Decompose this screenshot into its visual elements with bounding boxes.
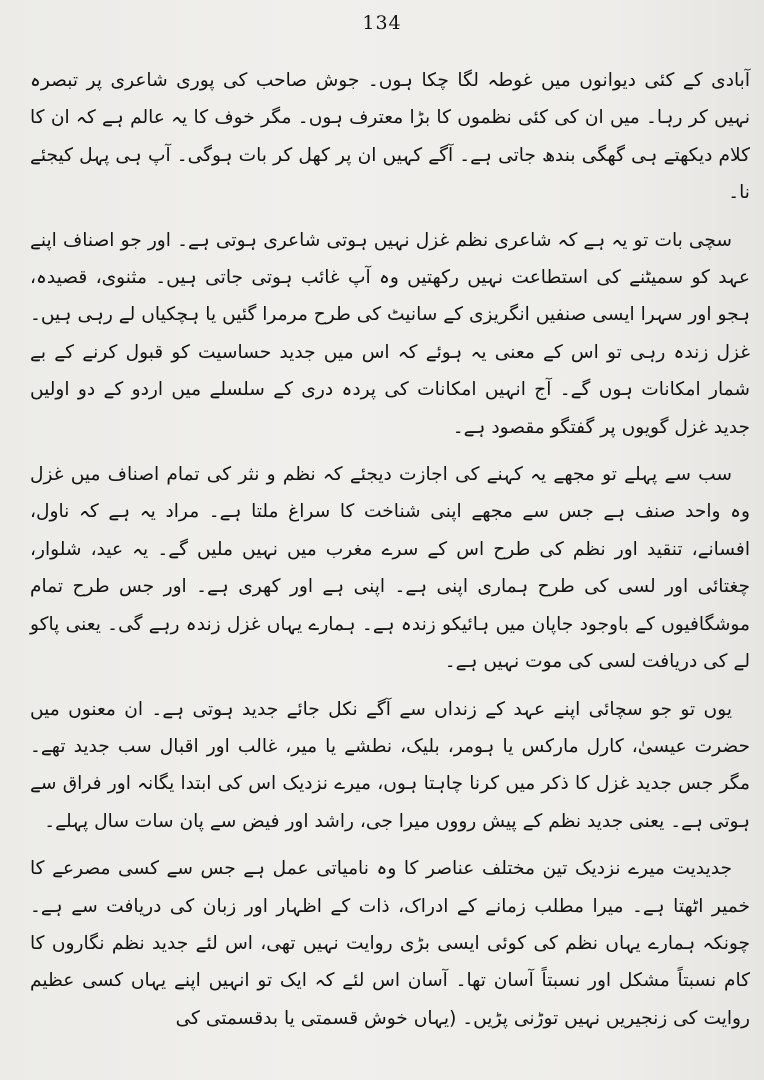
paragraph-1: آبادی کے کئی دیوانوں میں غوطہ لگا چکا ہوں۔ جوش صاحب کی پوری شاعری پر تبصرہ نہیں کر رہا۔ میں ان کی کئی نظموں کا بڑا معترف ہوں۔ مگر خوف کا یہ عالم ہے کہ ان کا کلام دیکھتے ہی گھگی بندھ جاتی ہے۔ آگے کہیں ان پر کھل کر بات ہوگی۔ آپ ہی پہل کیجئے نا۔	[30, 70, 750, 204]
paragraph-4: یوں تو جو سچائی اپنے عہد کے زنداں سے آگے نکل جائے جدید ہوتی ہے۔ ان معنوں میں حضرت عیسیٰ، کارل مارکس یا ہومر، بلیک، نطشے یا میر، غالب اور اقبال سب جدید تھے۔ مگر جس جدید غزل کا ذکر میں کرنا چاہتا ہوں، میرے نزدیک اس کی ابتدا یگانہ اور فراق سے ہوتی ہے۔ یعنی جدید نظم کے پیش رووں میرا جی، راشد اور فیض سے پان سات سال پہلے۔	[30, 698, 750, 832]
paragraph-2: سچی بات تو یہ ہے کہ شاعری نظم غزل نہیں ہوتی شاعری ہوتی ہے۔ اور جو اصناف اپنے عہد کو سمیٹنے کی استطاعت نہیں رکھتیں وہ آپ غائب ہوتی جاتی ہیں۔ مثنوی، قصیدہ، ہجو اور سہرا ایسی صنفیں انگریزی کے سانیٹ کی طرح مرمرا گئیں یا ہچکیاں لے رہی ہیں۔ غزل زندہ رہی تو اس کے معنی یہ ہوئے کہ اس میں جدید حساسیت کو قبول کرنے کے بے شمار امکانات ہوں گے۔ آج انہیں امکانات کی پردہ دری کے سلسلے میں اردو کے دو اولیں جدید غزل گویوں پر گفتگو مقصود ہے۔	[30, 229, 750, 438]
paragraph-3: سب سے پہلے تو مجھے یہ کہنے کی اجازت دیجئے کہ نظم و نثر کی تمام اصناف میں غزل وہ واحد صنف ہے جس سے مجھے اپنی شناخت کا سراغ ملتا ہے۔ مراد یہ ہے کہ ناول، افسانے، تنقید اور نظم کی طرح اس کے سرے مغرب میں نہیں ملیں گے۔ یہ عید، شلوار، چغتائی اور لسی کی طرح ہماری اپنی ہے۔ اپنی ہے اور کھری ہے۔ اور جس طرح تمام موشگافیوں کے باوجود جاپان میں ہائیکو زندہ ہے۔ ہمارے یہاں غزل زندہ رہے گی۔ یعنی پاکو لے کی دریافت لسی کی موت نہیں ہے۔	[30, 464, 750, 673]
page-body-text	[30, 62, 750, 1047]
paragraph-5: جدیدیت میرے نزدیک تین مختلف عناصر کا وہ نامیاتی عمل ہے جس سے کسی مصرعے کا خمیر اٹھتا ہے۔ میرا مطلب زمانے کے ادراک، ذات کے اظہار اور زبان کی دریافت سے ہے۔ چونکہ ہمارے یہاں نظم کی کوئی ایسی بڑی روایت نہیں تھی، اس لئے جدید نظم نگاروں کا کام نسبتاً مشکل اور نسبتاً آسان تھا۔ آسان اس لئے کہ ایک تو انہیں اپنے یہاں کسی عظیم روایت کی زنجیریں نہیں توڑنی پڑیں۔ (یہاں خوش قسمتی یا بدقسمتی کی	[30, 858, 750, 1029]
page-number: 134	[362, 12, 402, 34]
